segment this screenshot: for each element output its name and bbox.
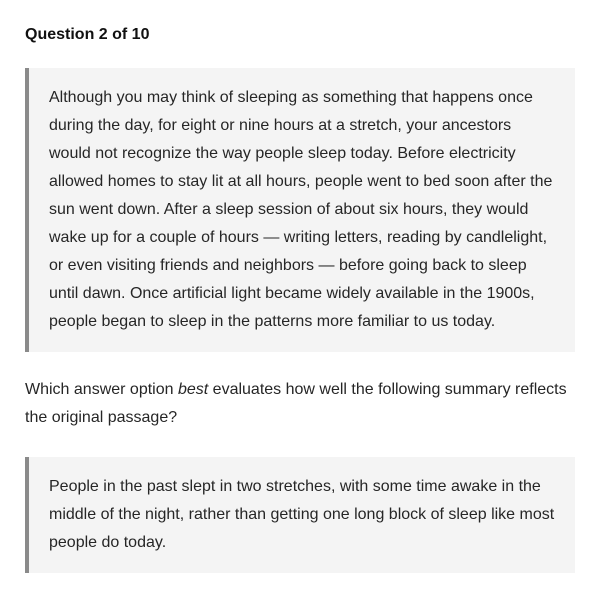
question-prompt (25, 376, 577, 432)
summary-text: People in the past slept in two stretches, with some time awake in the middle of the night, rather than getting one long block of sleep like most people do today. (49, 478, 555, 551)
summary-quote (25, 457, 575, 573)
passage-quote (25, 68, 575, 352)
question-counter: Question 2 of 10 (25, 26, 150, 43)
passage-text: Although you may think of sleeping as something that happens once during the day, for eight or nine hours at a stretch, your ancestors would not recognize the way people sleep today. Before electricity allowed homes to stay lit at all hours, people went to bed soon after the sun went down. After a sleep session of about six hours, they would wake up for a couple of hours — writing letters, reading by candlelight, or even visiting friends and neighbors — before going back to sleep until dawn. Once artificial light became widely available in the 1900s, people began to sleep in the patterns more familiar to us today. (49, 89, 553, 330)
prompt-text-end: evaluates how well the following summary reflects the original passage? (25, 381, 567, 426)
prompt-emphasis: best (177, 381, 209, 398)
prompt-text-start: Which answer option (25, 381, 178, 398)
